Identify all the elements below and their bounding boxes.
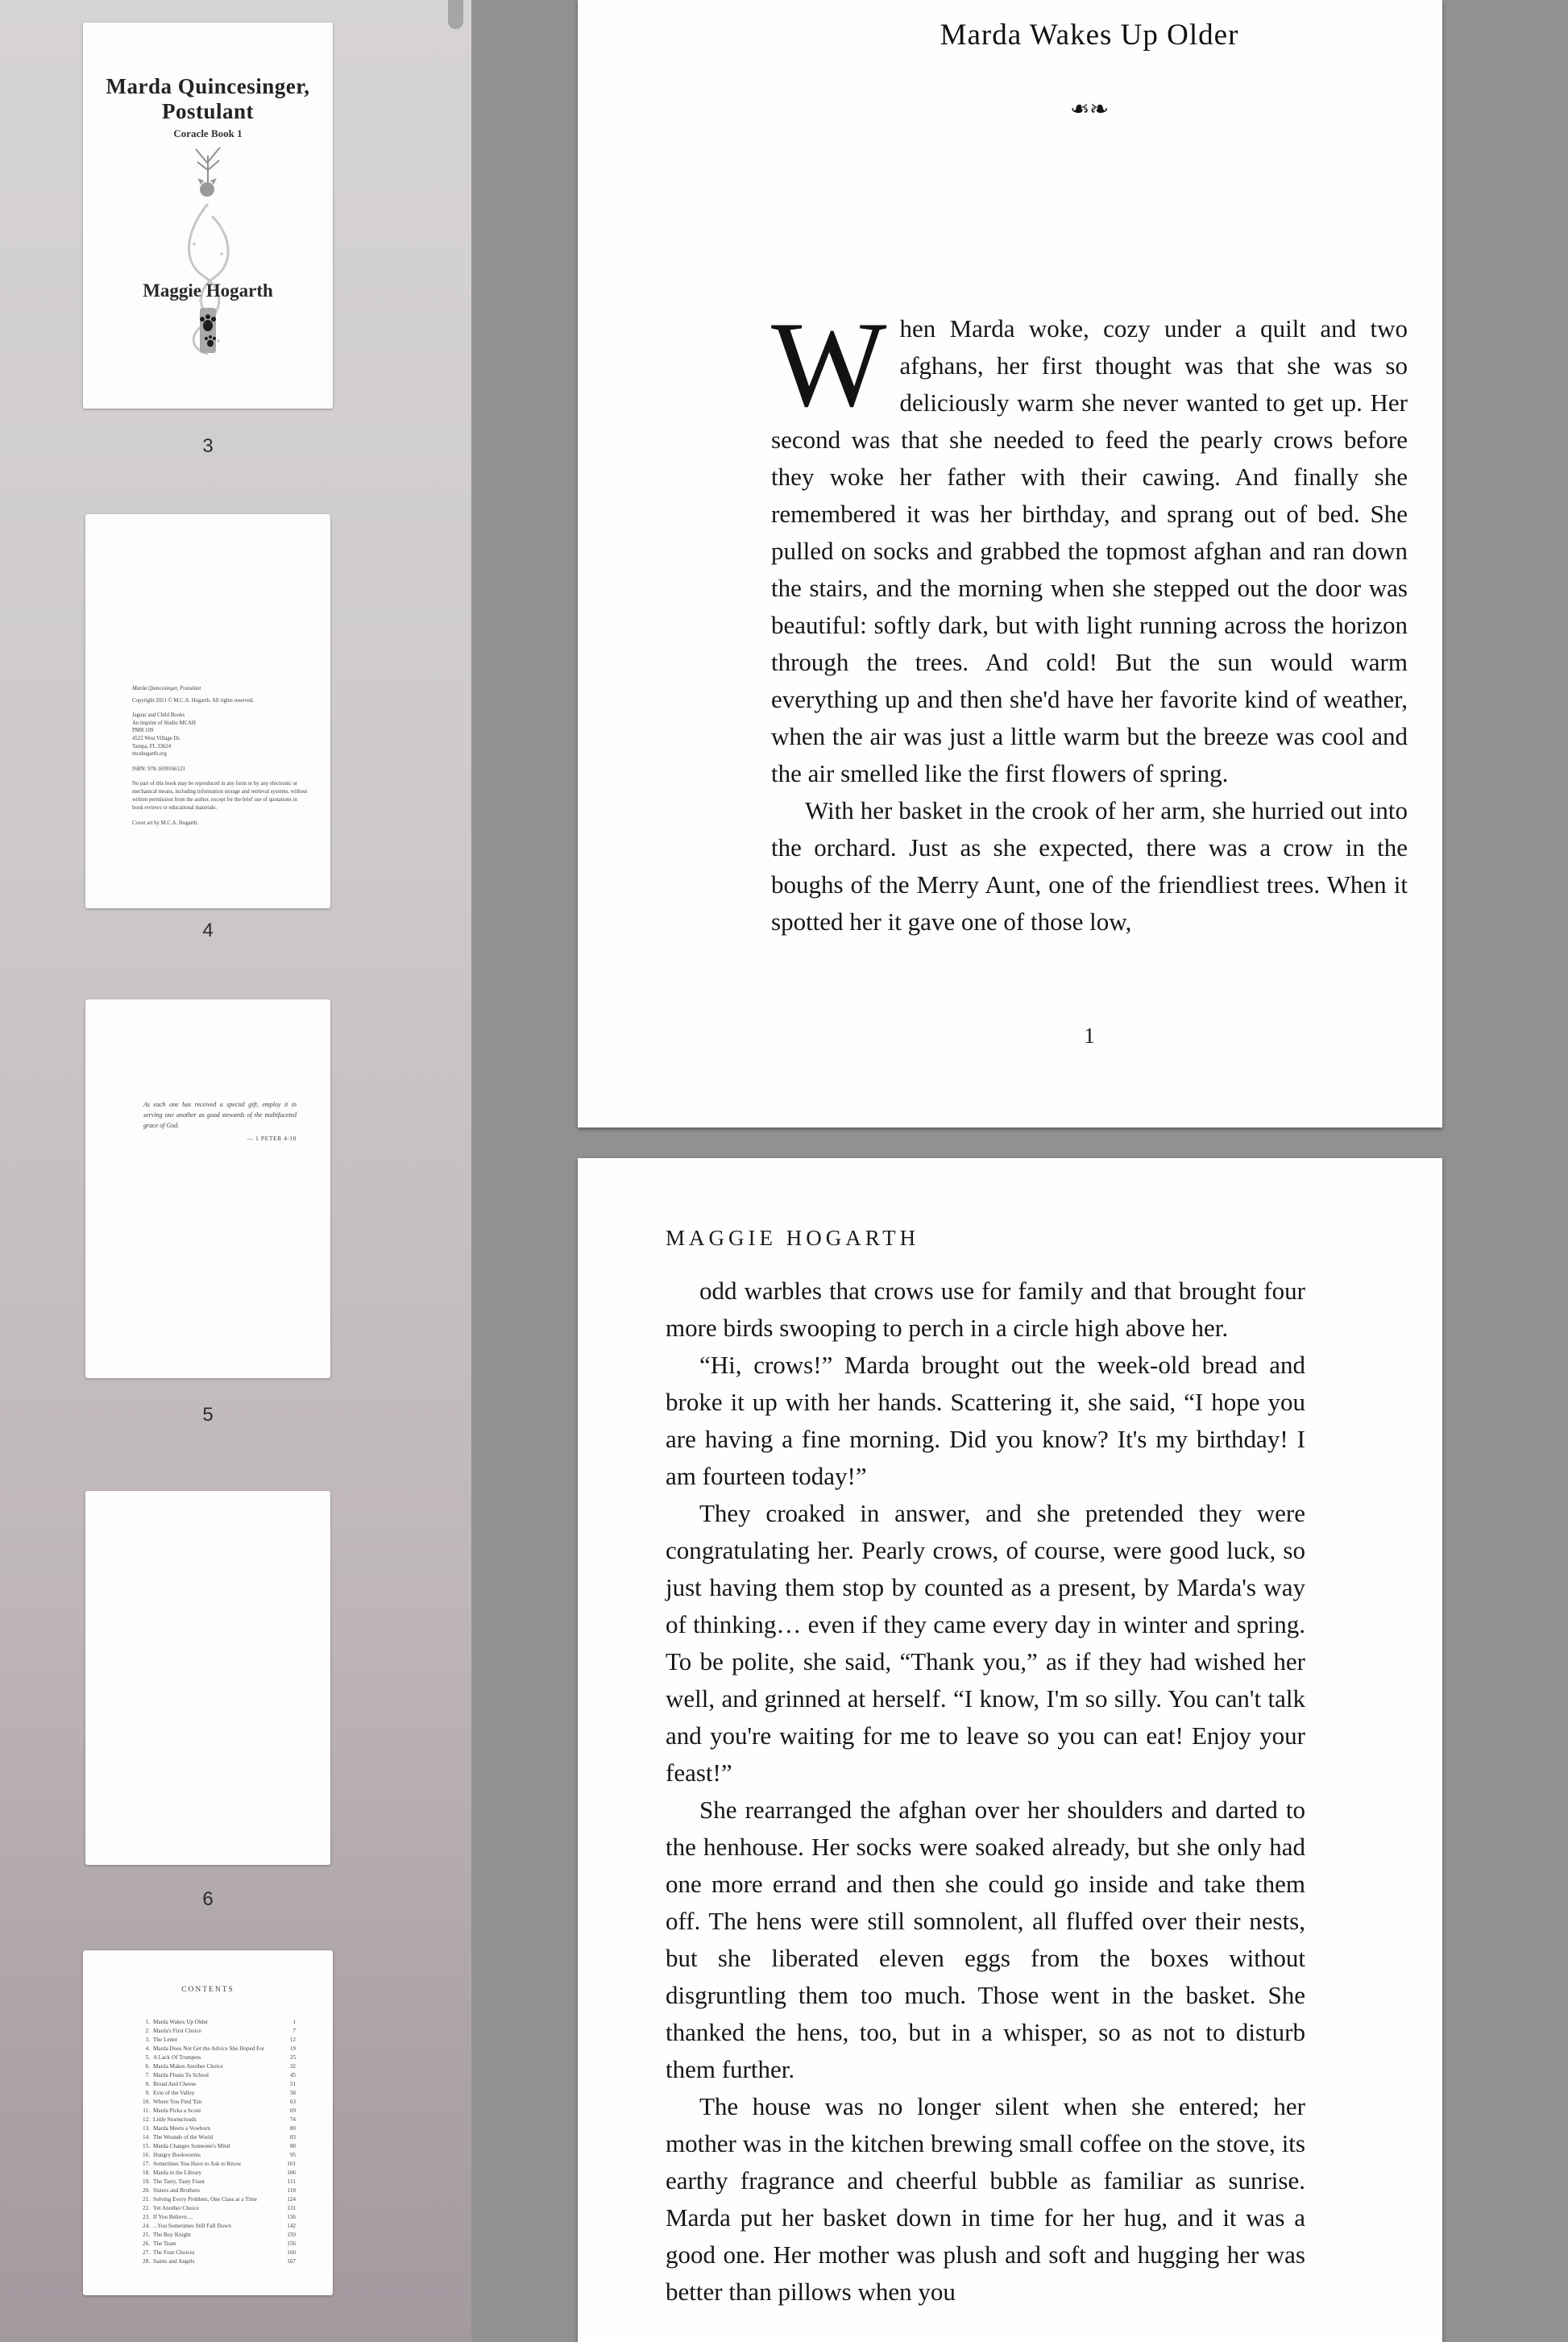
contents-entry (139, 2071, 296, 2080)
contents-entry-number: 5. (145, 2054, 150, 2061)
contents-entry-number: 7. (145, 2072, 150, 2078)
contents-entry (139, 2204, 296, 2213)
contents-entry-title: Marda Floats To School (153, 2072, 209, 2078)
contents-entry-page: 58 (289, 2090, 296, 2096)
epigraph-attribution: — 1 PETER 4:10 (247, 1135, 297, 1142)
imprint-line: 4522 West Village Dr. (132, 735, 180, 741)
contents-entry-title: ...You Sometimes Still Fall Down (153, 2223, 231, 2229)
contents-entry-number: 11. (143, 2107, 150, 2114)
contents-entry-title: The Boy Knight (153, 2232, 191, 2238)
thumbnail-page-5-epigraph[interactable] (85, 999, 330, 1378)
contents-entry-number: 6. (145, 2063, 150, 2070)
contents-entry (139, 2036, 296, 2045)
imprint-line: Tampa, FL 33624 (132, 743, 172, 750)
thumbnail-page-contents[interactable] (83, 1950, 333, 2295)
contents-entry (139, 2062, 296, 2071)
contents-entry-title: Marda Does Not Get the Advice She Hoped For (153, 2045, 265, 2052)
thumbnail-page-label: 3 (202, 435, 214, 457)
contents-entry (139, 2178, 296, 2186)
contents-entry-title: Evie of the Valley (153, 2090, 195, 2096)
contents-entry-number: 25. (143, 2232, 150, 2238)
paragraph-text: With her basket in the crook of her arm, she hurried out into the orchard. Just as she expected, there was a crow in the boughs of the Merry Aunt, one of the friendliest trees. When it spotted her it gave one of those low, (771, 796, 1408, 936)
copyright-line: Copyright 2021 © M.C.A. Hogarth. All rights reserved. (132, 697, 255, 704)
drop-cap: W (771, 297, 887, 432)
contents-entry (139, 2124, 296, 2133)
contents-entry-number: 23. (143, 2214, 150, 2220)
contents-entry-number: 12. (143, 2116, 150, 2123)
contents-entry-page: 83 (289, 2134, 296, 2141)
contents-entry (139, 2249, 296, 2257)
contents-entry-page: 63 (289, 2099, 296, 2105)
contents-entry-number: 14. (143, 2134, 150, 2141)
contents-entry (139, 2080, 296, 2089)
imprint-line: Jaguar and Child Books (132, 712, 185, 719)
copyright-book-title: Marda Quincesinger, Postulant (132, 686, 201, 691)
contents-entry-number: 13. (143, 2125, 150, 2132)
contents-entry-page: 142 (287, 2223, 296, 2229)
contents-entry (139, 2027, 296, 2036)
contents-entry-page: 74 (289, 2116, 296, 2123)
contents-entry-page: 101 (287, 2161, 296, 2167)
thumbnail-page-3-cover[interactable] (83, 23, 333, 409)
contents-entry-number: 3. (145, 2037, 150, 2043)
contents-entry-page: 51 (289, 2081, 296, 2087)
thumbnail-page-label: 6 (202, 1888, 214, 1910)
contents-entry-number: 22. (143, 2205, 150, 2211)
contents-entry-page: 156 (287, 2240, 296, 2247)
publisher-paw-logo-icon (197, 308, 218, 355)
contents-entry (139, 2116, 296, 2124)
contents-entry-number: 8. (145, 2081, 150, 2087)
paragraph-text: “Hi, crows!” Marda brought out the week-old bread and broke it up with her hands. Scattering it, she said, “I hope you are having a fine morning. Did you know? It's my birthday! I am fourteen today!” (666, 1351, 1305, 1490)
contents-entry-number: 2. (145, 2028, 150, 2034)
contents-entry-number: 17. (143, 2161, 150, 2167)
contents-entry (139, 2213, 296, 2222)
contents-heading: CONTENTS (181, 1986, 234, 1994)
contents-entry-page: 95 (289, 2152, 296, 2158)
contents-entry-number: 26. (143, 2240, 150, 2247)
contents-entry-title: Solving Every Problem, One Class at a Time (153, 2196, 257, 2203)
contents-entry (139, 2089, 296, 2098)
contents-entry-page: 111 (287, 2178, 296, 2185)
book-page-1 (578, 0, 1442, 1127)
contents-entry-title: The Letter (153, 2037, 178, 2043)
imprint-line: PMB 109 (132, 728, 154, 734)
page-1-body (771, 297, 1408, 941)
contents-entry (139, 2151, 296, 2160)
contents-entry-title: Sometimes You Have to Ask to Know (153, 2161, 242, 2167)
contents-entry-title: Marda in the Library (153, 2170, 202, 2176)
paragraph-text: odd warbles that crows use for family and that brought four more birds swooping to perch in a circle high above her. (666, 1277, 1305, 1342)
contents-entry-title: Marda's First Choice (153, 2028, 201, 2034)
contents-entry-page: 131 (287, 2205, 296, 2211)
contents-entry-number: 9. (145, 2090, 150, 2096)
contents-entry-title: Bread And Cheese (153, 2081, 197, 2087)
contents-entry-title: The Wounds of the World (153, 2134, 214, 2141)
contents-entry-number: 15. (143, 2143, 150, 2149)
contents-entry (139, 2195, 296, 2204)
contents-entry-number: 20. (143, 2187, 150, 2194)
contents-entry (139, 2257, 296, 2266)
contents-entry (139, 2045, 296, 2053)
contents-entry-number: 18. (143, 2170, 150, 2176)
contents-entry-page: 136 (287, 2214, 296, 2220)
contents-entry-title: Where You Find 'Em (153, 2099, 202, 2105)
contents-entry-number: 4. (145, 2045, 150, 2052)
contents-entry (139, 2169, 296, 2178)
contents-entry-title: Yet Another Choice (153, 2205, 199, 2211)
cover-title: Marda Quincesinger, Postulant (106, 74, 310, 123)
contents-entry (139, 2018, 296, 2027)
contents-entry-title: The Team (153, 2240, 176, 2247)
contents-entry-page: 167 (287, 2258, 296, 2265)
contents-entry-page: 69 (289, 2107, 296, 2114)
thumbnail-page-label: 5 (202, 1404, 214, 1426)
rights-text: No part of this book may be reproduced in any form or by any electronic or mechanical means, including information storage and retrieval systems, without written permission from the author, except for the brief use of quotations in book reviews or educational materials. (132, 781, 308, 811)
copyright-text-block (132, 685, 308, 827)
contents-entry-title: Marda Wakes Up Older (153, 2019, 209, 2025)
cover-author: Maggie Hogarth (143, 280, 273, 301)
imprint-address (132, 712, 308, 758)
contents-entry-title: Marda Changes Someone's Mind (153, 2143, 230, 2149)
cover-series-label: Coracle Book 1 (173, 127, 243, 139)
chapter-ornament-icon: ❧❧ (1069, 95, 1110, 122)
contents-entry-page: 7 (292, 2028, 296, 2034)
contents-entry-number: 24. (143, 2223, 150, 2229)
contents-entry-title: Marda Makes Another Choice (153, 2063, 223, 2070)
book-page-2 (578, 1158, 1442, 2342)
contents-entry-title: A Lack Of Trumpets (153, 2054, 201, 2061)
contents-entry-title: The Tasty, Tasty Feast (153, 2178, 205, 2185)
opening-paragraph (771, 297, 1408, 792)
contents-entry-page: 88 (289, 2143, 296, 2149)
thumbnail-page-4-copyright[interactable] (85, 514, 330, 908)
contents-entry (139, 2160, 296, 2169)
cover-art-credit: Cover art by M.C.A. Hogarth. (132, 820, 198, 826)
contents-entry (139, 2133, 296, 2142)
contents-entry (139, 2053, 296, 2062)
contents-entry-number: 21. (143, 2196, 150, 2203)
contents-entry-title: Little Stormclouds (153, 2116, 197, 2123)
contents-entry (139, 2186, 296, 2195)
running-header-author: MAGGIE HOGARTH (666, 1226, 920, 1250)
contents-entry-page: 12 (289, 2037, 296, 2043)
document-view[interactable] (471, 0, 1568, 2342)
contents-entry-number: 1. (145, 2019, 150, 2025)
contents-entry-page: 124 (287, 2196, 296, 2203)
contents-entry (139, 2222, 296, 2231)
chapter-title: Marda Wakes Up Older (940, 19, 1239, 52)
contents-entry-page: 19 (289, 2045, 296, 2052)
contents-entry-title: Hungry Bookworms (153, 2152, 201, 2158)
imprint-line: mcahogarth.org (132, 751, 167, 758)
contents-entry-title: Marda Picks a Scout (153, 2107, 201, 2114)
contents-entry-number: 28. (143, 2258, 150, 2265)
page-number: 1 (1084, 1024, 1095, 1048)
contents-entry (139, 2231, 296, 2240)
contents-entry-page: 80 (289, 2125, 296, 2132)
contents-entry (139, 2142, 296, 2151)
epigraph-quote: As each one has received a special gift, employ it in serving one another as good stewards of the multifaceted grace of God. (143, 1101, 297, 1129)
sidebar-scrollbar-thumb[interactable] (448, 0, 463, 29)
contents-entry-title: Marda Meets a Vowborn (153, 2125, 210, 2132)
contents-entry (139, 2107, 296, 2116)
contents-entry-page: 160 (287, 2249, 296, 2256)
contents-entry-page: 1 (292, 2019, 296, 2025)
contents-entry-page: 25 (289, 2054, 296, 2061)
paragraph-text: hen Marda woke, cozy under a quilt and two afghans, her first thought was that she was so deliciously warm she never wanted to get up. Her second was that she needed to feed the pearly crows before they woke her father with their cawing. And finally she remembered it was her birthday, and sprang out of bed. She pulled on socks and grabbed the topmost afghan and ran down the stairs, and the morning when she stepped out the door was beautiful: softly dark, but with light running across the horizon through the trees. And cold! But the sun would warm everything up and then she'd have her favorite kind of weather, when the air was just a little warm but the breeze was cool and the air smelled like the first flowers of spring. (771, 314, 1408, 787)
thumbnail-page-label: 4 (202, 920, 214, 941)
contents-entry-title: The Four Choices (153, 2249, 195, 2256)
contents-entry-number: 10. (143, 2099, 150, 2105)
thumbnail-page-6-blank[interactable] (85, 1491, 330, 1865)
contents-entry-page: 106 (287, 2170, 296, 2176)
isbn-line: ISBN: 978-1699166123 (132, 766, 185, 772)
paragraph-text: She rearranged the afghan over her shoulders and darted to the henhouse. Her socks were soaked already, but she only had one more errand and then she could go inside and take them off. The hens were still somnolent, all fluffed over their nests, but she liberated eleven eggs from the boxes without disgruntling them too much. Those went in the basket. She thanked the hens, too, but in a whisper, so as not to disturb them further. (666, 1796, 1305, 2083)
contents-entry-page: 150 (287, 2232, 296, 2238)
paragraph-text: They croaked in answer, and she pretended they were congratulating her. Pearly crows, of course, were good luck, so just having them stop by counted as a present, by Marda's way of thinking… even if they came every day in winter and spring. To be polite, she said, “Thank you,” as if they had wished her well, and grinned at herself. “I know, I'm so silly. You can't talk and you're waiting for me to leave so you can eat! Enjoy your feast!” (666, 1499, 1305, 1787)
page-2-body (666, 1273, 1305, 2311)
contents-entry-number: 27. (143, 2249, 150, 2256)
contents-entry (139, 2098, 296, 2107)
thumbnail-sidebar (0, 0, 471, 2342)
paragraph-text: The house was no longer silent when she entered; her mother was in the kitchen brewing small coffee on the stove, its earthy fragrance and cheerful bubble as familiar as sunrise. Marda put her basket down in time for her hug, and it was a good one. Her mother was plush and soft and hugging her was better than pillows when you (666, 2092, 1305, 2306)
contents-entry-title: If You Believe.... (153, 2214, 193, 2220)
imprint-line: An imprint of Studio MCAH (132, 720, 196, 726)
contents-entry-page: 32 (289, 2063, 296, 2070)
contents-entry-title: Sisters and Brothers (153, 2187, 200, 2194)
contents-entry-number: 19. (143, 2178, 150, 2185)
contents-entry (139, 2240, 296, 2249)
contents-entry-page: 118 (287, 2187, 296, 2194)
contents-entry-number: 16. (143, 2152, 150, 2158)
contents-list (139, 2018, 296, 2266)
contents-entry-page: 45 (289, 2072, 296, 2078)
contents-entry-title: Saints and Angels (153, 2258, 195, 2265)
